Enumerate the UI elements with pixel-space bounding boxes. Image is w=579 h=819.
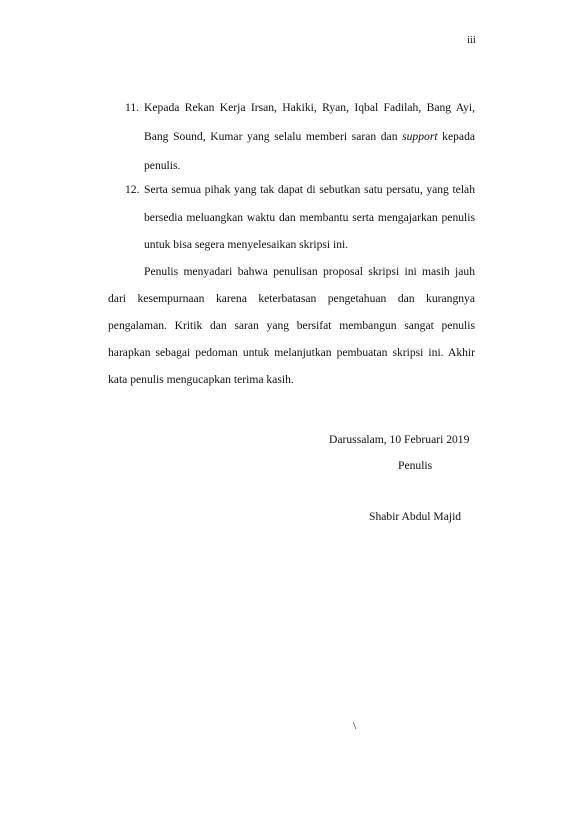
list-item-text: Bang Sound, Kumar yang selalu memberi saran dan [144,130,403,143]
list-item-line: penulis. [144,159,181,172]
paragraph-line: dari kesempurnaan karena keterbatasan pengetahuan dan kurangnya [108,292,475,305]
list-item-number: 12. [125,183,140,196]
signature-place-date: Darussalam, 10 Februari 2019 [329,433,470,446]
list-item-line [144,130,475,143]
list-item-line: Serta semua pihak yang tak dapat di sebutkan satu persatu, yang telah [144,183,475,196]
emphasis-text: support [402,130,438,143]
paragraph-line: harapkan sebagai pedoman untuk melanjutkan pembuatan skripsi ini. Akhir [108,346,475,359]
paragraph-line: kata penulis mengucapkan terima kasih. [108,373,294,386]
signature-role: Penulis [398,459,433,472]
list-item-line: untuk bisa segera menyelesaikan skripsi ini. [144,238,349,251]
list-item-line: bersedia meluangkan waktu dan membantu serta mengajarkan penulis [144,211,475,224]
page-number: iii [467,35,476,46]
list-item-line: Kepada Rekan Kerja Irsan, Hakiki, Ryan, Iqbal Fadilah, Bang Ayi, [144,101,475,114]
signature-name: Shabir Abdul Majid [369,510,462,523]
paragraph-line: Penulis menyadari bahwa penulisan proposal skripsi ini masih jauh [144,265,475,278]
list-item-text: kepada [437,130,476,143]
footer-mark: \ [353,720,357,732]
paragraph-line: pengalaman. Kritik dan saran yang bersifat membangun sangat penulis [108,319,475,332]
list-item-number: 11. [125,101,140,114]
